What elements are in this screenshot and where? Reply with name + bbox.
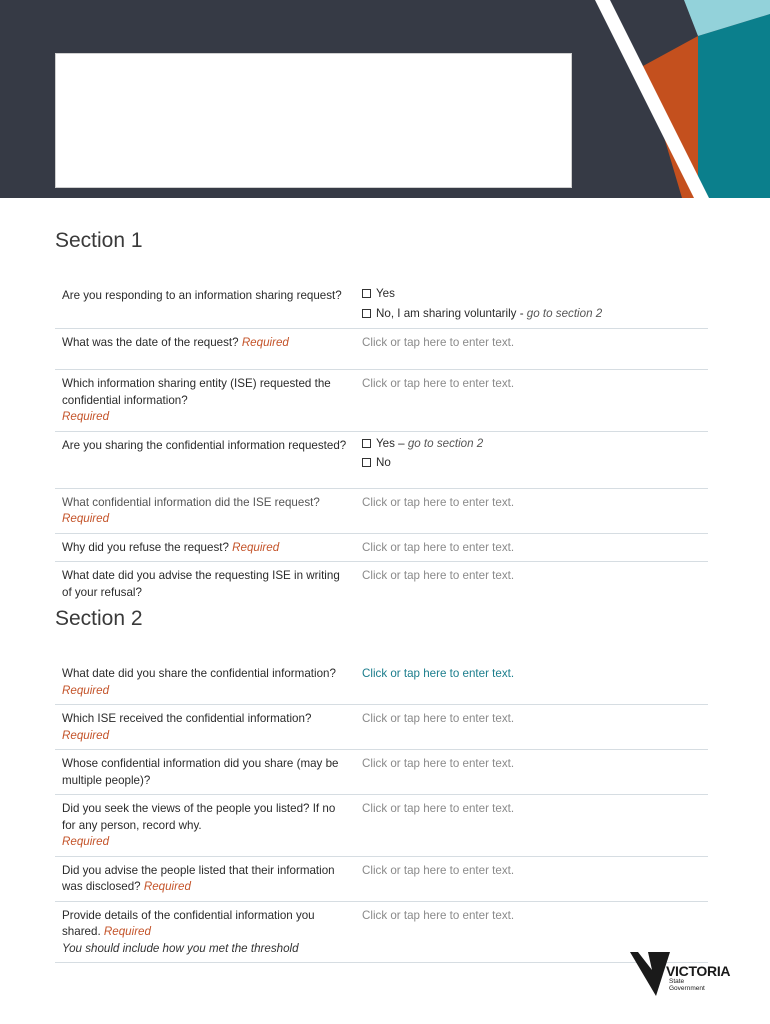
information-details-field[interactable]: Click or tap here to enter text.	[355, 901, 708, 963]
question-cell	[55, 705, 355, 750]
option-label: Yes –	[376, 436, 408, 450]
required-label: Required	[143, 880, 191, 893]
views-sought-field[interactable]: Click or tap here to enter text.	[355, 795, 708, 857]
question-cell	[55, 533, 355, 562]
whose-information-field[interactable]: Click or tap here to enter text.	[355, 750, 708, 795]
requesting-ise-field[interactable]: Click or tap here to enter text.	[355, 370, 708, 432]
logo-subtitle-line-1: State	[669, 978, 685, 985]
table-row	[55, 901, 708, 963]
table-row	[55, 750, 708, 795]
question-cell	[55, 370, 355, 432]
section-1-heading: Section 1	[55, 229, 143, 252]
question-text: Are you sharing the confidential information requested?	[62, 438, 347, 452]
table-row	[55, 562, 708, 607]
option-no-sharing[interactable]	[362, 453, 701, 473]
required-label: Required	[232, 540, 280, 554]
refusal-date-field[interactable]: Click or tap here to enter text.	[362, 569, 515, 582]
table-row	[55, 370, 708, 432]
question-cell	[55, 750, 355, 795]
table-row	[55, 431, 708, 488]
option-label: No, I am sharing voluntarily -	[376, 306, 527, 320]
requested-information-field[interactable]: Click or tap here to enter text.	[355, 488, 708, 533]
question-text: Which ISE received the confidential information?	[62, 712, 312, 725]
required-label: Required	[62, 835, 110, 848]
receiving-ise-field[interactable]: Click or tap here to enter text.	[355, 705, 708, 750]
table-row	[55, 705, 708, 750]
table-row	[55, 533, 708, 562]
question-cell	[55, 856, 355, 901]
date-of-request-field[interactable]: Click or tap here to enter text.	[355, 329, 708, 370]
table-row	[55, 329, 708, 370]
section-2-heading: Section 2	[55, 607, 143, 630]
logo-wordmark: VICTORIA	[666, 963, 731, 979]
question-text: Did you seek the views of the people you listed? If no for any person, record why.	[62, 802, 336, 832]
logo-subtitle-line-2: Government	[669, 985, 705, 992]
question-cell	[55, 901, 355, 963]
section-2-table	[55, 660, 708, 963]
victoria-triangle-icon	[630, 950, 670, 998]
question-text: Why did you refuse the request?	[62, 540, 233, 554]
victoria-state-government-logo	[630, 950, 731, 1000]
question-text: Did you advise the people listed that their information was disclosed?	[62, 863, 335, 893]
question-text: Provide details of the confidential information you shared.	[62, 908, 315, 938]
header-banner	[0, 0, 770, 198]
option-no-voluntary[interactable]	[362, 304, 701, 324]
table-row	[55, 660, 708, 705]
required-label: Required	[103, 925, 151, 938]
checkbox[interactable]	[362, 458, 371, 467]
question-text: Whose confidential information did you share (may be multiple people)?	[62, 757, 339, 787]
question-cell	[55, 488, 355, 533]
guidance-note: You should include how you met the threshold	[62, 941, 299, 955]
question-cell	[55, 562, 355, 607]
required-label: Required	[241, 336, 289, 349]
checkbox[interactable]	[362, 439, 371, 448]
question-cell	[55, 282, 355, 329]
option-label: No	[376, 456, 391, 469]
question-text: What confidential information did the ISE request?	[62, 495, 320, 509]
answer-cell	[355, 282, 708, 329]
option-yes-sharing[interactable]	[362, 434, 701, 454]
table-row	[55, 856, 708, 901]
table-row	[55, 282, 708, 329]
required-label: Required	[62, 683, 110, 697]
question-cell	[55, 431, 355, 488]
table-row	[55, 795, 708, 857]
refusal-reason-field[interactable]: Click or tap here to enter text.	[355, 533, 708, 562]
question-text: What date did you advise the requesting ISE in writing of your refusal?	[62, 569, 340, 599]
title-box	[55, 53, 572, 188]
option-label: Yes	[376, 287, 395, 300]
question-text: What date did you share the confidential information?	[62, 667, 336, 680]
question-text: Are you responding to an information sharing request?	[62, 289, 342, 302]
option-note: go to section 2	[407, 436, 484, 450]
checkbox[interactable]	[362, 289, 371, 298]
question-text: What was the date of the request?	[62, 336, 242, 349]
date-shared-field[interactable]: Click or tap here to enter text.	[355, 660, 708, 705]
required-label: Required	[62, 512, 110, 525]
question-cell	[55, 795, 355, 857]
section-1-table	[55, 282, 708, 606]
checkbox[interactable]	[362, 309, 371, 318]
answer-cell	[355, 431, 708, 488]
logo-subtitle	[669, 978, 705, 992]
required-label: Required	[62, 728, 110, 742]
required-label: Required	[62, 410, 110, 423]
option-note: go to section 2	[526, 306, 603, 320]
question-cell	[55, 329, 355, 370]
question-cell	[55, 660, 355, 705]
option-yes[interactable]	[362, 284, 701, 304]
question-text: Which information sharing entity (ISE) requested the confidential information?	[62, 377, 331, 407]
table-row	[55, 488, 708, 533]
people-advised-field[interactable]: Click or tap here to enter text.	[355, 856, 708, 901]
